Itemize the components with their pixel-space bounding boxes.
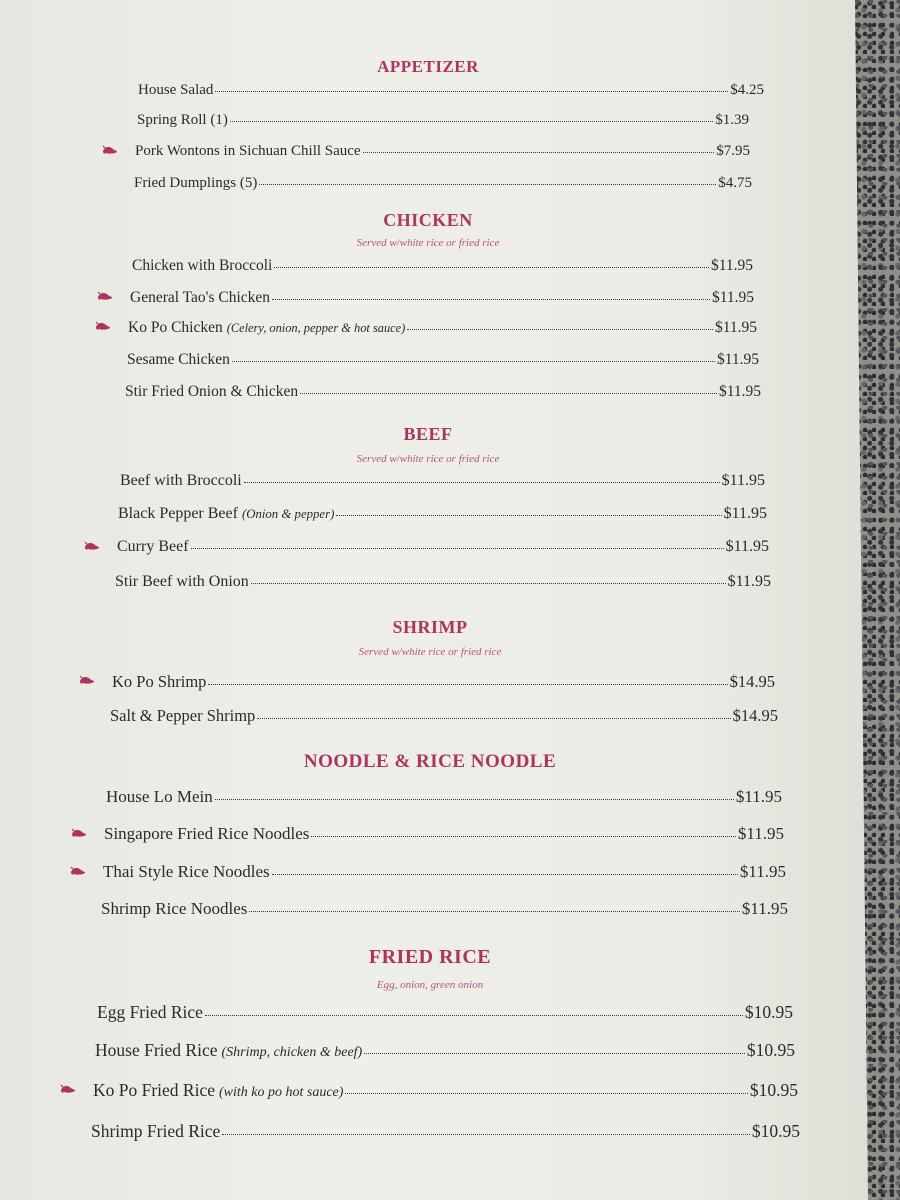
item-name: Salt & Pepper Shrimp [110,705,256,725]
spicy-pepper-icon [79,675,95,685]
menu-item [134,175,752,192]
item-price: $11.95 [710,256,753,274]
dot-leader [191,547,724,549]
item-price: $14.95 [732,705,778,725]
item-name: Egg Fried Rice [97,1001,203,1022]
item-price: $11.95 [714,318,757,336]
item-note: (with ko po hot sauce) [219,1084,344,1100]
item-price: $11.95 [725,538,769,555]
spicy-pepper-icon [60,1084,76,1094]
menu-item [97,1002,793,1023]
item-price: $11.95 [739,862,786,881]
menu-item [130,289,754,307]
item-note: (Shrimp, chicken & beef) [221,1044,363,1060]
menu-item [106,787,782,807]
item-price: $11.95 [711,288,754,306]
item-name: Fried Dumplings (5) [134,175,258,191]
dot-leader [364,1052,745,1054]
item-name: Black Pepper Beef [118,505,238,522]
item-price: $10.95 [749,1079,798,1100]
menu-item [120,472,765,490]
item-name: Ko Po Shrimp [112,671,207,691]
menu-item [103,862,786,882]
dot-leader [272,298,710,300]
menu-item [138,82,764,99]
item-name: House Fried Rice [95,1039,218,1060]
item-price: $1.39 [715,112,749,128]
item-price: $11.95 [741,899,788,918]
dot-leader [251,582,726,584]
dot-leader [222,1133,750,1135]
item-name: Spring Roll (1) [137,112,228,128]
section-subtitle: Egg, onion, green onion [376,979,484,991]
dot-leader [345,1092,747,1094]
dot-leader [230,120,713,122]
dot-leader [244,481,720,483]
dot-leader [208,683,727,685]
menu-item [101,899,788,919]
section-subtitle: Served w/white rice or fried rice [356,453,500,465]
menu-item [104,824,784,844]
dot-leader [272,873,738,875]
dot-leader [232,360,715,362]
section-title-noodle-rice-noodle: NOODLE & RICE NOODLE [303,751,557,772]
dot-leader [259,183,716,185]
item-price: $11.95 [721,472,765,489]
item-name: Thai Style Rice Noodles [103,862,270,881]
item-price: $14.95 [729,671,775,691]
section-title-appetizer: APPETIZER [377,57,479,76]
item-name: Ko Po Chicken [128,318,223,336]
menu-item [112,672,775,692]
item-price: $10.95 [744,1001,793,1022]
item-name: Sesame Chicken [127,350,230,368]
section-title-fried-rice: FRIED RICE [368,946,492,968]
menu-item [137,112,749,129]
section-title-beef: BEEF [403,424,453,444]
spicy-pepper-icon [70,866,86,876]
item-price: $11.95 [737,824,784,843]
dot-leader [363,151,715,153]
item-price: $4.75 [718,175,752,191]
menu-item [93,1080,798,1101]
dot-leader [407,328,713,330]
item-name: Pork Wontons in Sichuan Chill Sauce [135,143,361,159]
menu-item [110,706,778,726]
menu-item [132,257,753,275]
menu-item [117,538,769,556]
item-name: Shrimp Fried Rice [91,1120,221,1141]
item-name: Shrimp Rice Noodles [101,899,248,918]
dot-leader [215,798,734,800]
spicy-pepper-icon [71,828,87,838]
section-title-chicken: CHICKEN [383,210,473,230]
menu-item [95,1040,795,1061]
menu-item [115,573,771,591]
item-name: Chicken with Broccoli [132,256,273,274]
item-price: $11.95 [716,350,759,368]
dot-leader [249,910,739,912]
section-title-shrimp: SHRIMP [392,617,468,637]
item-name: Ko Po Fried Rice [93,1079,216,1100]
item-name: House Salad [138,82,214,98]
item-price: $10.95 [751,1120,800,1141]
item-name: Beef with Broccoli [120,472,242,489]
dot-leader [205,1014,743,1016]
item-name: General Tao's Chicken [130,288,271,306]
dot-leader [300,392,717,394]
item-price: $11.95 [735,787,782,806]
item-price: $11.95 [718,382,761,400]
item-name: Singapore Fried Rice Noodles [104,824,310,843]
item-price: $7.95 [716,143,750,159]
item-name: Stir Fried Onion & Chicken [125,382,299,400]
dot-leader [311,835,735,837]
item-price: $10.95 [746,1039,795,1060]
dot-leader [336,514,721,516]
item-note: (Onion & pepper) [241,507,335,521]
dot-leader [215,90,728,92]
menu-item [128,319,757,337]
section-subtitle: Served w/white rice or fried rice [356,237,500,249]
item-price: $11.95 [723,505,767,522]
menu-item [127,351,759,369]
dot-leader [257,717,730,719]
menu-item [118,505,767,523]
item-price: $11.95 [727,573,771,590]
item-name: House Lo Mein [106,787,213,806]
menu-item [135,143,750,160]
item-price: $4.25 [730,82,764,98]
item-name: Stir Beef with Onion [115,573,249,590]
spicy-pepper-icon [102,145,118,155]
menu-item [125,383,761,401]
dot-leader [274,266,709,268]
spicy-pepper-icon [84,541,100,551]
spicy-pepper-icon [97,291,113,301]
menu-item [91,1121,800,1142]
item-name: Curry Beef [117,538,189,555]
item-note: (Celery, onion, pepper & hot sauce) [226,320,406,335]
spicy-pepper-icon [95,321,111,331]
section-subtitle: Served w/white rice or fried rice [358,646,502,658]
